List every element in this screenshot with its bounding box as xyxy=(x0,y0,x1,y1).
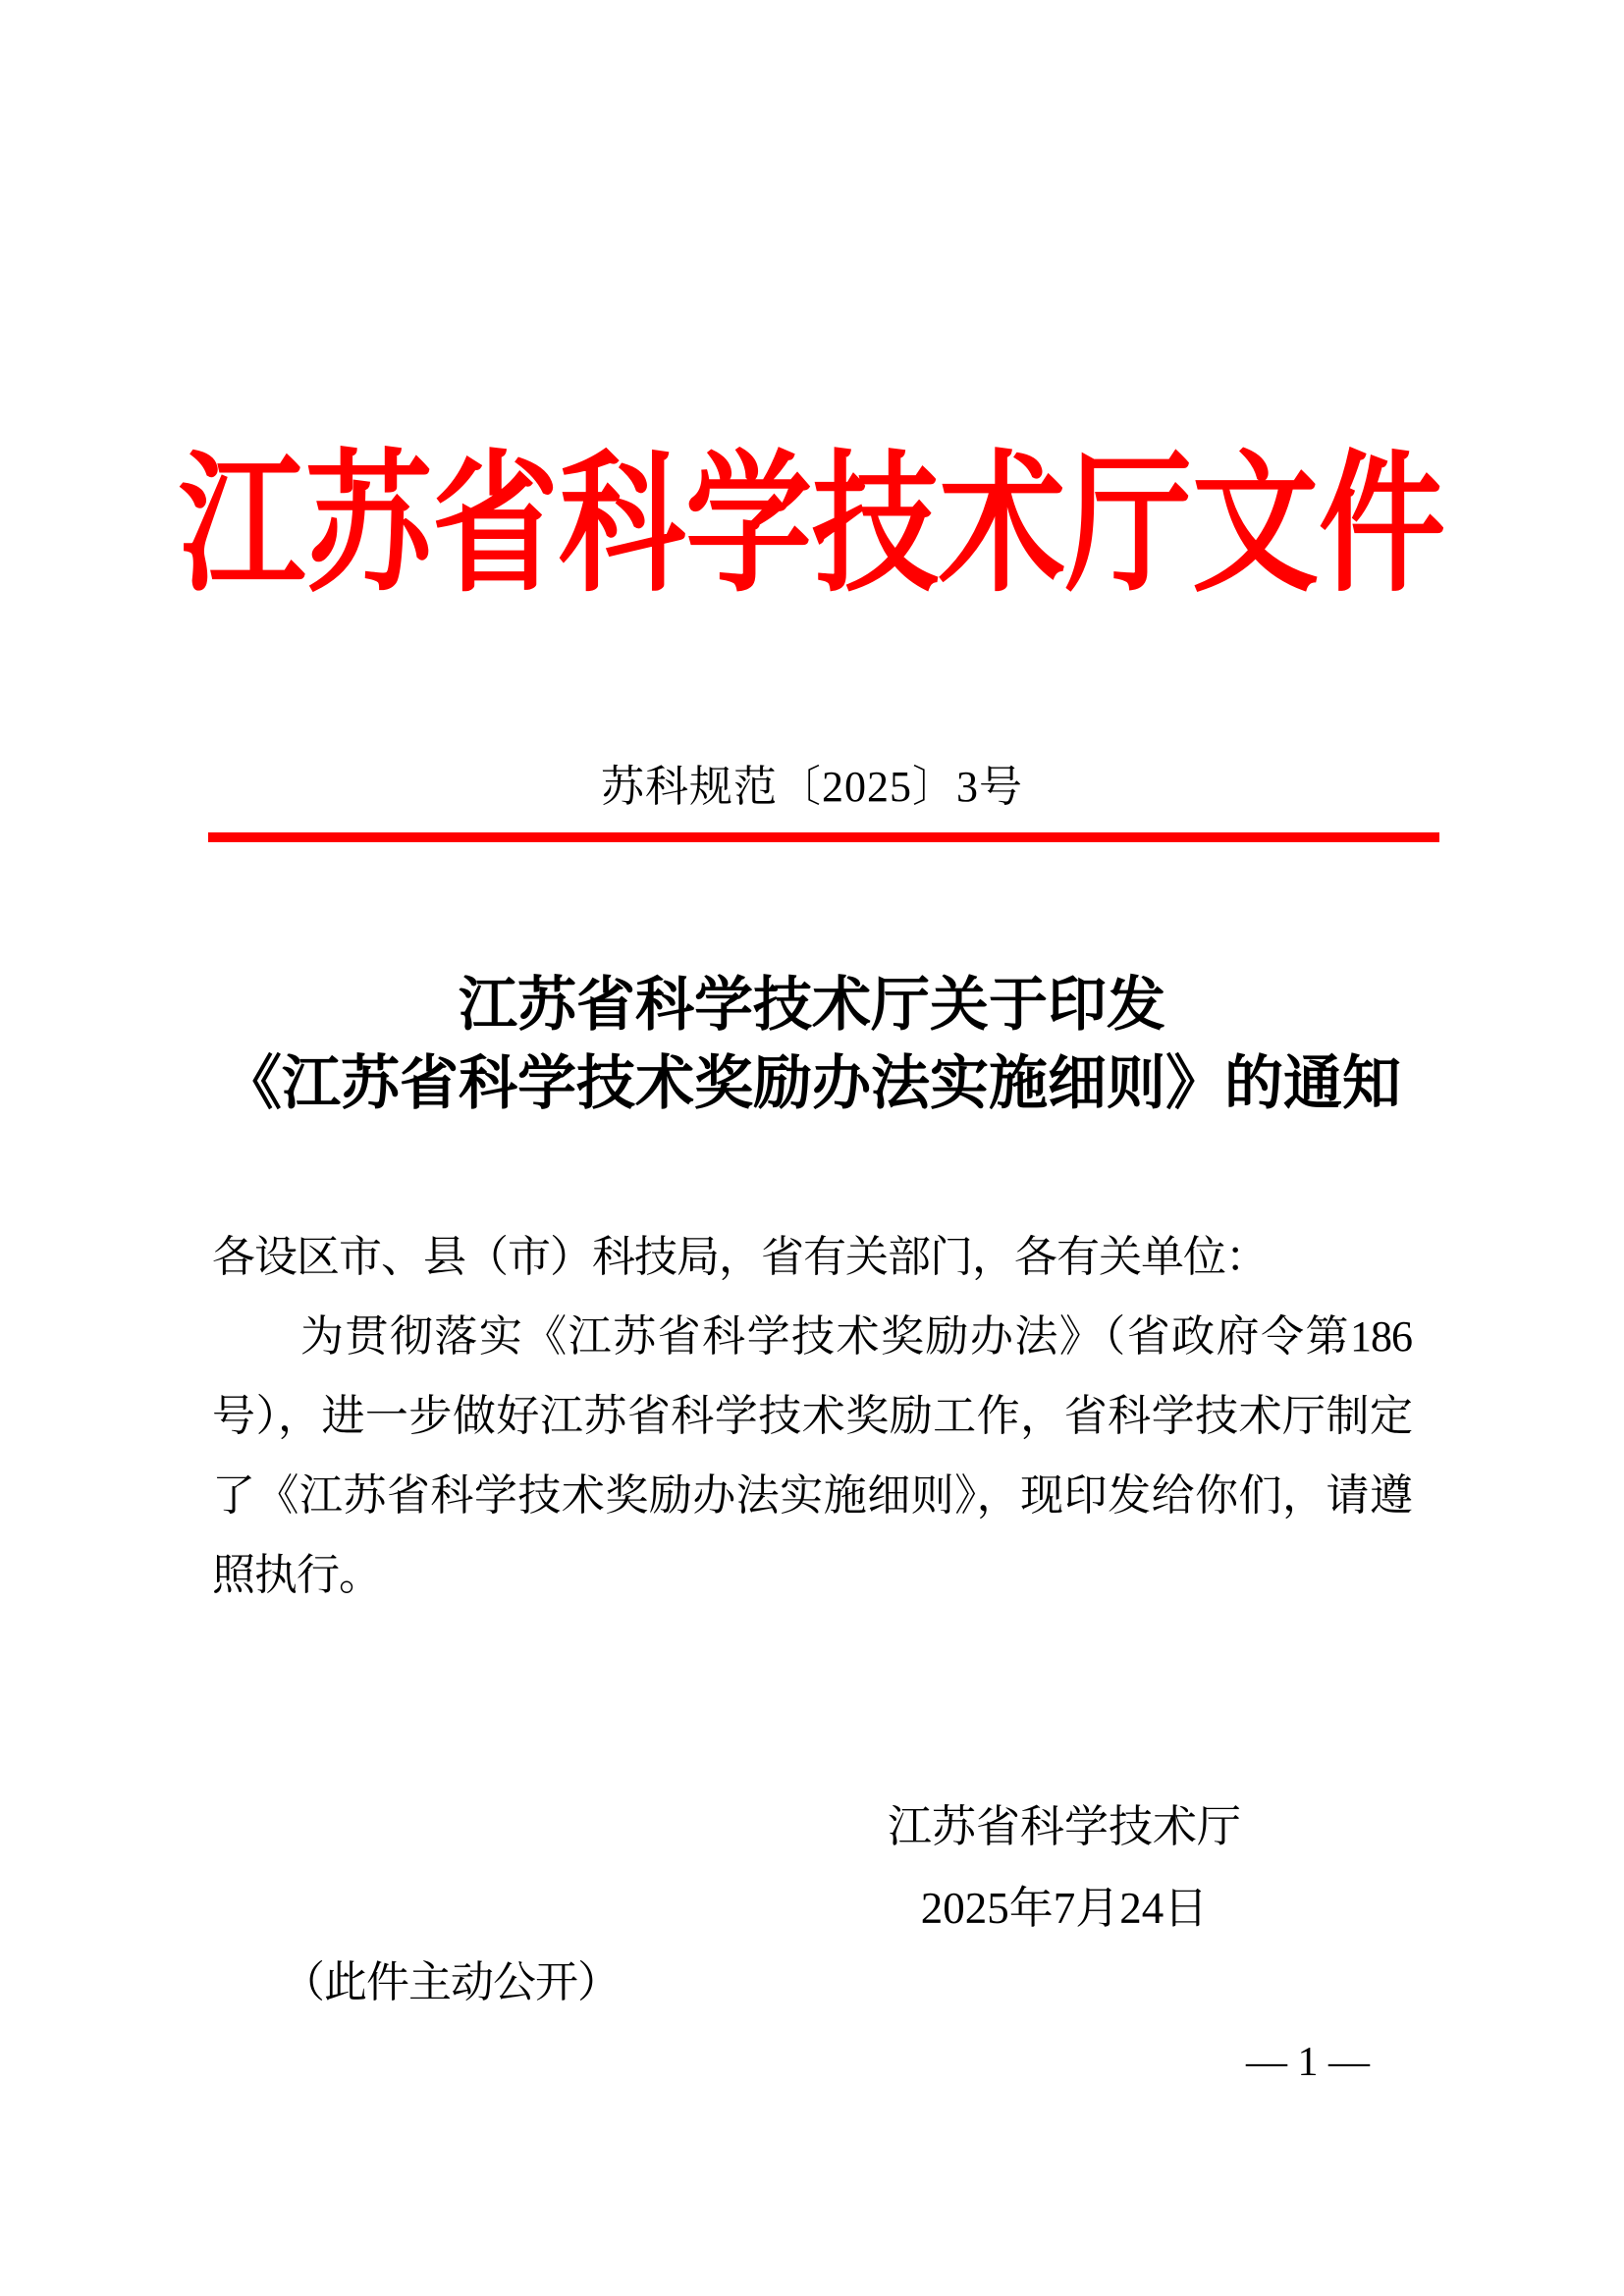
notice-title xyxy=(0,966,1624,1123)
issuer-name: 江苏省科学技术厅 xyxy=(887,1802,1241,1851)
red-separator-line xyxy=(208,832,1439,842)
notice-title-line1: 江苏省科学技术厅关于印发 xyxy=(459,973,1165,1038)
body-paragraph-line: 了《江苏省科学技术奖励办法实施细则》，现印发给你们，请遵 xyxy=(212,1471,1412,1520)
body-paragraph-line: 为贯彻落实《江苏省科学技术奖励办法》（省政府令第186 xyxy=(300,1312,1412,1361)
salutation: 各设区市、县（市）科技局，省有关部门，各有关单位： xyxy=(212,1233,1268,1281)
notice-title-line2: 《江苏省科学技术奖励办法实施细则》的通知 xyxy=(223,1051,1401,1116)
issue-date: 2025年7月24日 xyxy=(920,1884,1209,1933)
page-number: — 1 — xyxy=(1246,2040,1370,2085)
letterhead-title: 江苏省科学技术厅文件 xyxy=(179,441,1445,611)
document-number: 苏科规范〔2025〕3号 xyxy=(601,763,1023,811)
disclosure-note: （此件主动公开） xyxy=(282,1958,620,2006)
body-paragraph-line: 号），进一步做好江苏省科学技术奖励工作，省科学技术厅制定 xyxy=(212,1392,1412,1440)
signature-block xyxy=(743,1787,1385,1949)
body-paragraph-line: 照执行。 xyxy=(212,1551,381,1599)
body-text xyxy=(212,1217,1412,1615)
letterhead xyxy=(0,441,1624,611)
